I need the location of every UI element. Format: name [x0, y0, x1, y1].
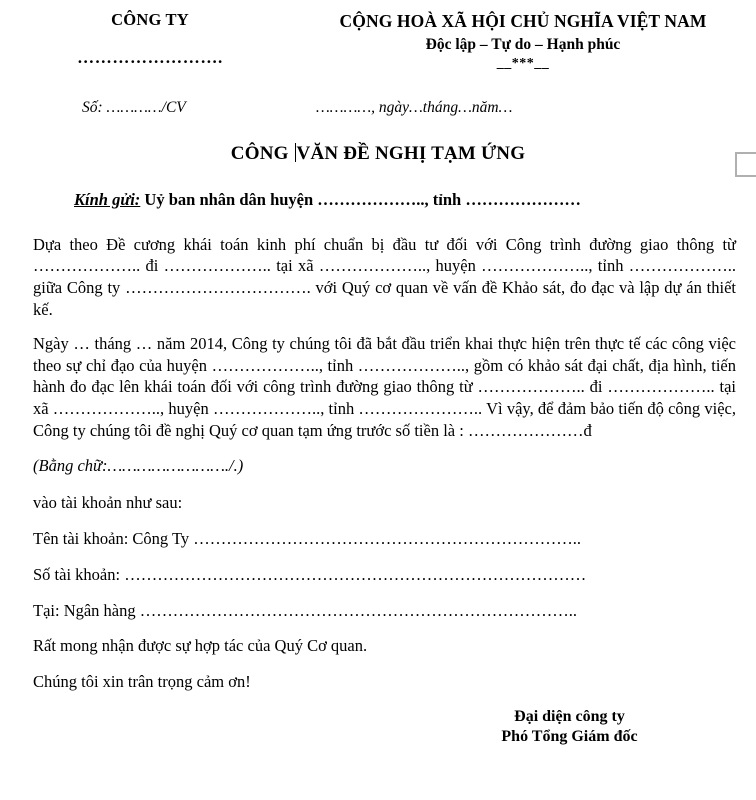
- signature-block: [33, 707, 736, 747]
- document-date: …………, ngày…tháng…năm…: [316, 98, 513, 116]
- national-title: CỘNG HOÀ XÃ HỘI CHỦ NGHĨA VIỆT NAM: [339, 11, 707, 31]
- account-number-line: Số tài khoản: …………………………………………………………………………: [33, 564, 587, 584]
- recipient-line: [0, 190, 756, 210]
- document-title: [0, 143, 756, 165]
- document-body: [0, 234, 756, 747]
- motto-separator: __***__: [496, 55, 550, 71]
- header-left-column: [0, 11, 300, 71]
- document-title-part-2: VĂN ĐỀ NGHỊ TẠM ỨNG: [296, 142, 526, 164]
- national-motto: Độc lập – Tự do – Hạnh phúc: [425, 36, 621, 53]
- company-name-blank: …………………….: [77, 47, 223, 67]
- text-caret: [295, 143, 296, 162]
- header-right-column: [300, 11, 756, 71]
- recipient-text: Uỷ ban nhân dân huyện ……………….., tỉnh …………………: [140, 189, 581, 209]
- body-paragraph-1: Dựa theo Đề cương khái toán kinh phí chuẩn bị đầu tư đối với Công trình đường giao thông từ ……………….. đi ……………….. tại xã ……………….., huyện ……………….., tỉnh ……………….. giữa Công ty ……………………………. với Quý cơ quan về vấn đề Khảo sát, đo đạc và lập dự án thiết kế.: [33, 234, 736, 319]
- account-intro-line: vào tài khoản như sau:: [33, 493, 183, 513]
- edge-widget-box[interactable]: [735, 152, 756, 177]
- closing-line-2: Chúng tôi xin trân trọng cảm ơn!: [33, 672, 251, 692]
- document-meta-row: [0, 99, 756, 117]
- company-label: CÔNG TY: [111, 10, 189, 29]
- account-name-line: Tên tài khoản: Công Ty ……………………………………………………………..: [33, 529, 582, 549]
- body-paragraph-2: Ngày … tháng … năm 2014, Công ty chúng tôi đã bắt đầu triển khai thực hiện trên thực tế các công việc theo sự chỉ đạo của huyện ……………….., tỉnh ……………….., gồm có khảo sát đại chất, địa hình, tiến hành đo đạc lên khái toán đối với công trình đường giao thông từ ……………….. đi ……………….. tại xã ……………….., huyện ……………….., tỉnh ………………….. Vì vậy, để đảm bảo tiến độ công việc, Công ty chúng tôi đề nghị Quý cơ quan tạm ứng trước số tiền là : …………………đ: [33, 333, 736, 440]
- document-title-part-1: CÔNG: [230, 142, 294, 164]
- bank-name-line: Tại: Ngân hàng ……………………………………………………………………..: [33, 600, 578, 620]
- amount-in-words-line: (Bằng chữ:……………………./.): [33, 455, 244, 475]
- document-header: [0, 0, 756, 71]
- recipient-label: Kính gửi:: [74, 189, 141, 209]
- closing-line-1: Rất mong nhận được sự hợp tác của Quý Cơ quan.: [33, 636, 368, 656]
- signature-role-line-2: Phó Tổng Giám đốc: [501, 727, 638, 745]
- document-number: Số: …………/CV: [82, 98, 186, 116]
- signature-role-line-1: Đại diện công ty: [514, 707, 625, 725]
